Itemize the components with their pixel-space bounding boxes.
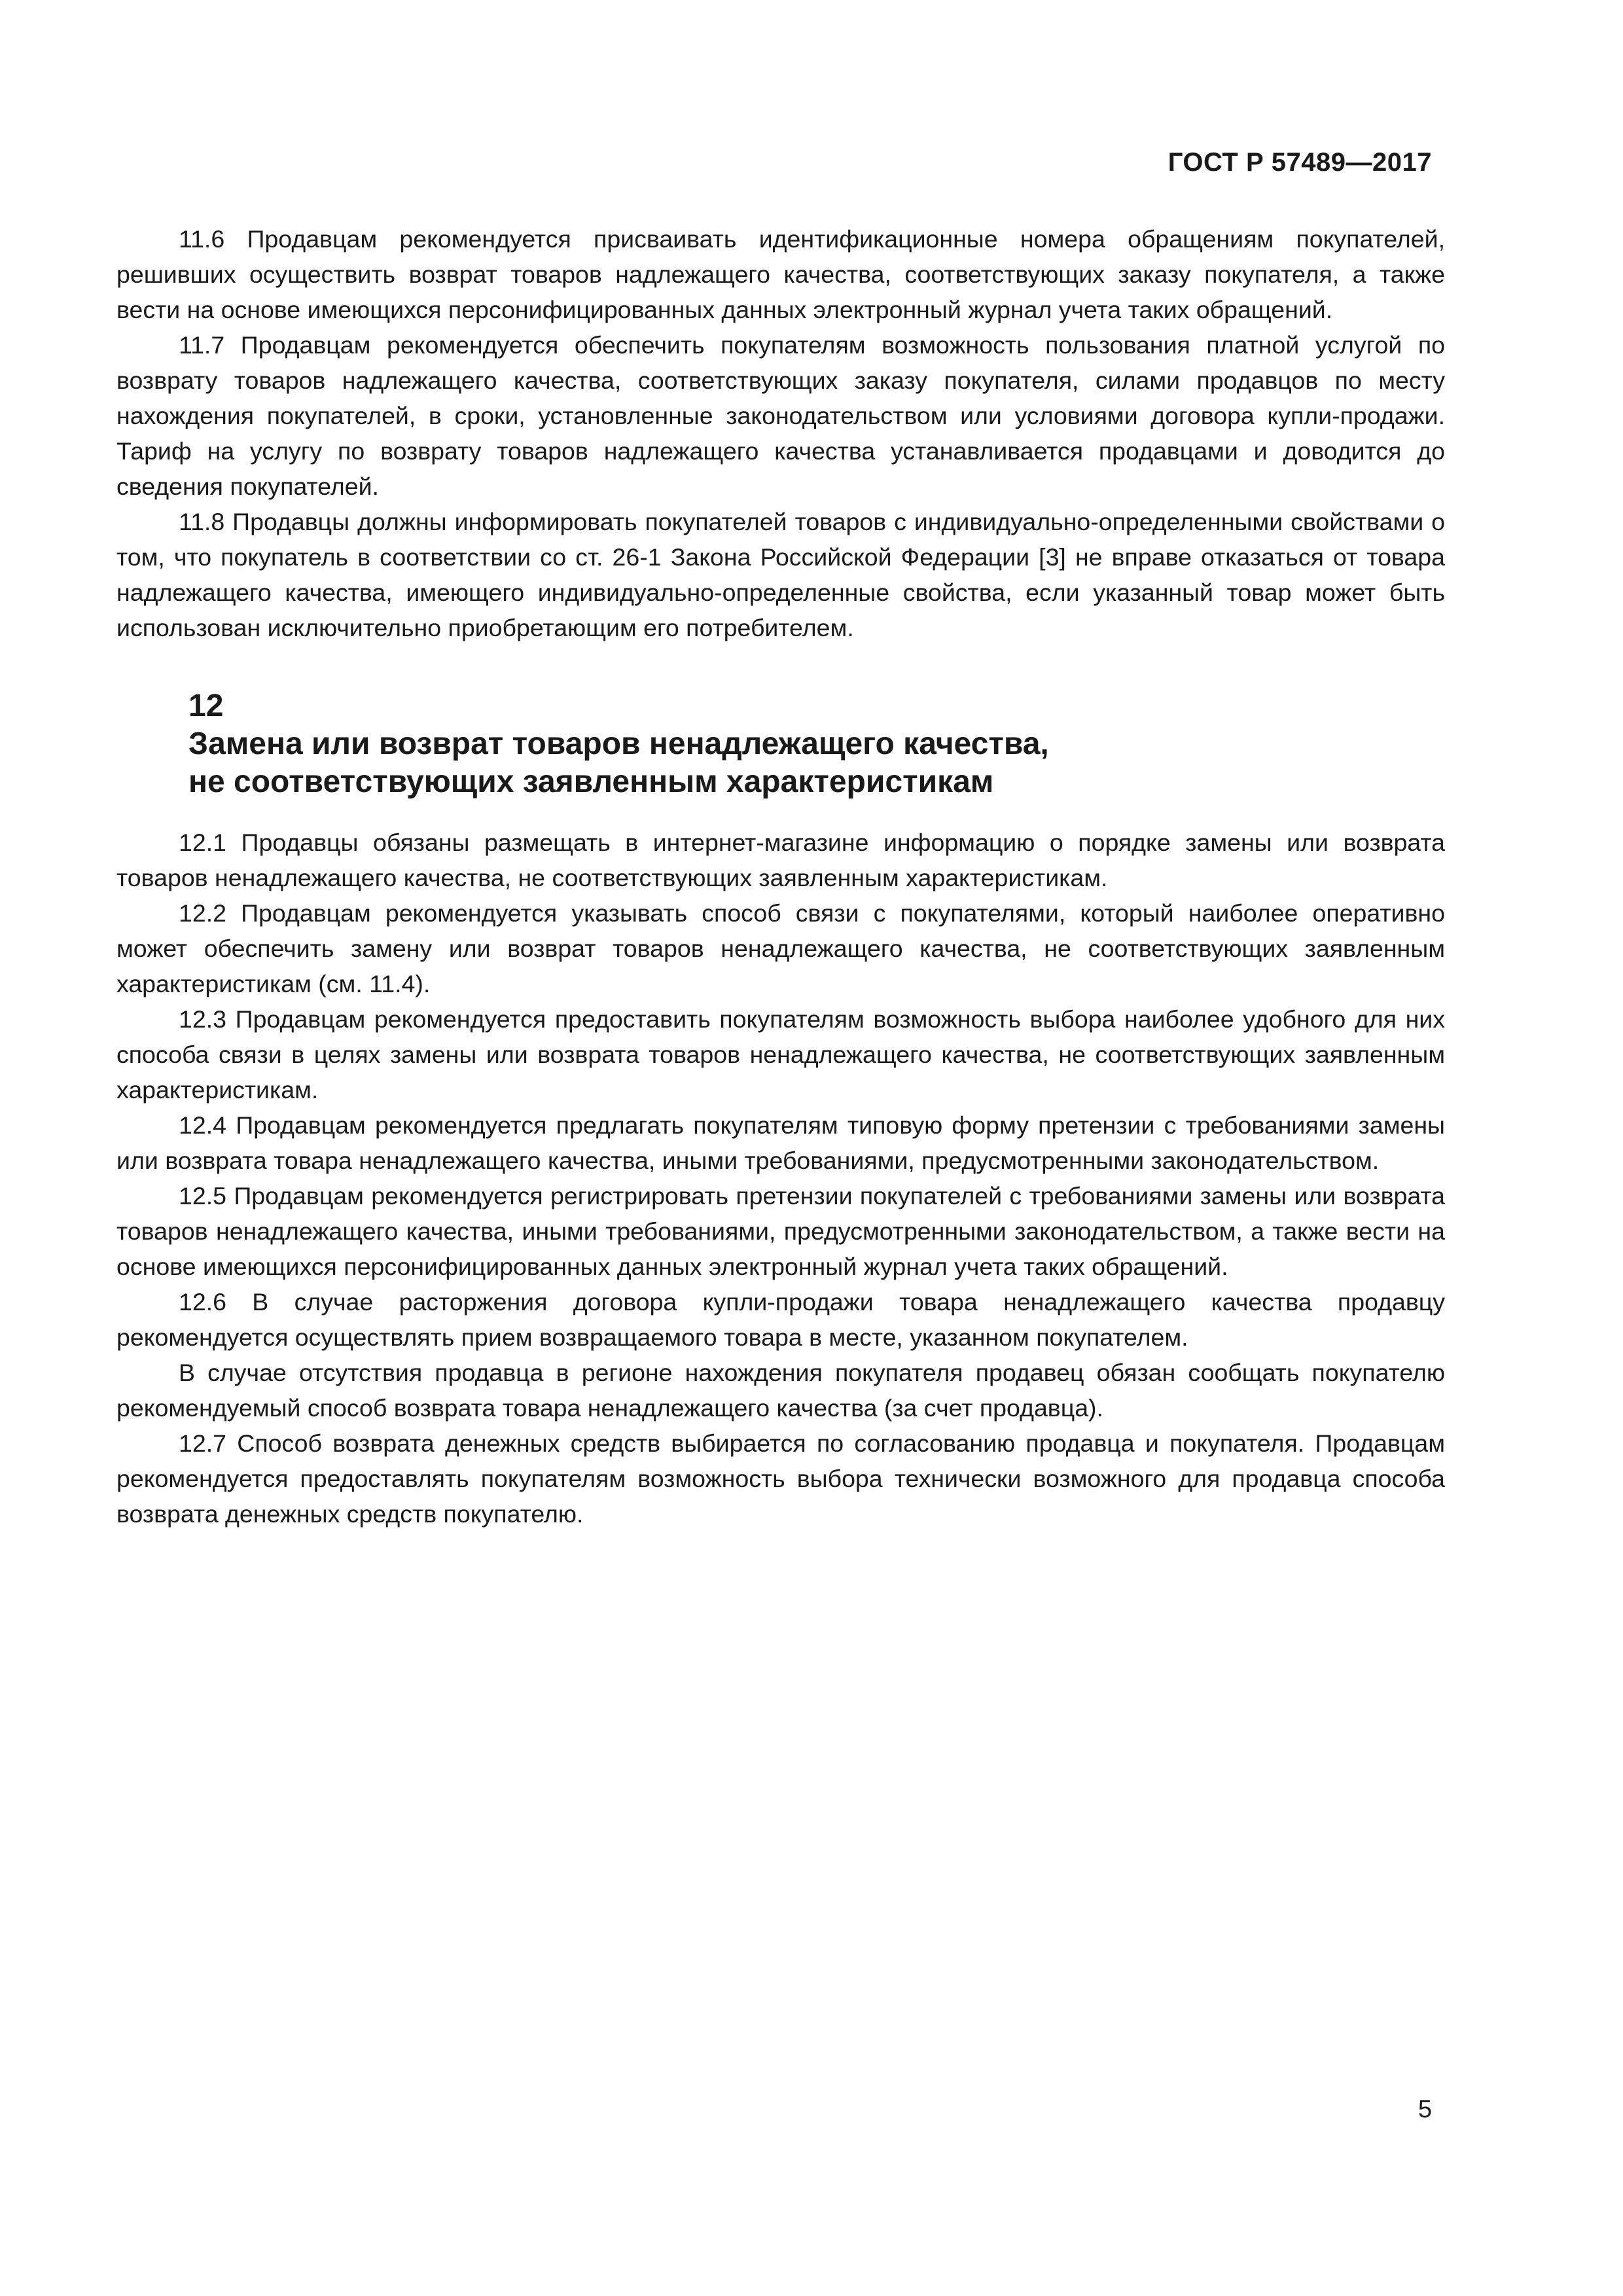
- document-code-header: ГОСТ Р 57489—2017: [1168, 148, 1432, 177]
- paragraph-12-6-continued: В случае отсутствия продавца в регионе нахождения покупателя продавец обязан сообщать покупателю рекомендуемый способ возврата товара ненадлежащего качества (за счет продавца).: [116, 1359, 1445, 1422]
- paragraph-12-5: 12.5 Продавцам рекомендуется регистрировать претензии покупателей с требованиями замены или возврата товаров ненадлежащего качества, иными требованиями, предусмотренными законодательством, а также вести на основе имеющихся персонифицированных данных электронный журнал учета таких обращений.: [116, 1182, 1445, 1280]
- section-title-line2: не соответствующих заявленным характеристикам: [188, 764, 994, 799]
- paragraph-11-8: 11.8 Продавцы должны информировать покупателей товаров с индивидуально-определенными свойствами о том, что покупатель в соответствии со ст. 26-1 Закона Российской Федерации [3] не вправе отказаться от товара надлежащего качества, имеющего индивидуально-определенные свойства, если указанный товар может быть использован исключительно приобретающим его потребителем.: [116, 508, 1445, 641]
- page-number: 5: [1418, 2096, 1432, 2123]
- paragraph-12-3: 12.3 Продавцам рекомендуется предоставить покупателям возможность выбора наиболее удобного для них способа связи в целях замены или возврата товаров ненадлежащего качества, не соответствующих заявленным характеристикам.: [116, 1005, 1445, 1103]
- section-12-heading: [116, 687, 1445, 801]
- paragraph-12-2: 12.2 Продавцам рекомендуется указывать способ связи с покупателями, который наиболее оперативно может обеспечить замену или возврат товаров ненадлежащего качества, не соответствующих заявленным характеристикам (см. 11.4).: [116, 899, 1445, 997]
- section-title-line1: Замена или возврат товаров ненадлежащего качества,: [188, 726, 1049, 761]
- paragraph-11-7: 11.7 Продавцам рекомендуется обеспечить покупателям возможность пользования платной услугой по возврату товаров надлежащего качества, соответствующих заказу покупателя, силами продавцов по месту нахождения покупателей, в сроки, установленные законодательством или условиями договора купли-продажи. Тариф на услугу по возврату товаров надлежащего качества устанавливается продавцами и доводится до сведения покупателей.: [116, 331, 1445, 500]
- paragraph-12-4: 12.4 Продавцам рекомендуется предлагать покупателям типовую форму претензии с требованиями замены или возврата товара ненадлежащего качества, иными требованиями, предусмотренными законодательством.: [116, 1111, 1445, 1174]
- paragraph-12-7: 12.7 Способ возврата денежных средств выбирается по согласованию продавца и покупателя. Продавцам рекомендуется предоставлять покупателям возможность выбора технически возможного для продавца способа возврата денежных средств покупателю.: [116, 1429, 1445, 1528]
- section-number: 12: [188, 689, 224, 723]
- paragraph-11-6: 11.6 Продавцам рекомендуется присваивать идентификационные номера обращениям покупателей, решивших осуществить возврат товаров надлежащего качества, соответствующих заказу покупателя, а также вести на основе имеющихся персонифицированных данных электронный журнал учета таких обращений.: [116, 225, 1445, 323]
- document-body: [116, 221, 1445, 1532]
- section-12-heading-line1: [188, 687, 1445, 763]
- paragraph-12-1: 12.1 Продавцы обязаны размещать в интернет-магазине информацию о порядке замены или возврата товаров ненадлежащего качества, не соответствующих заявленным характеристикам.: [116, 829, 1445, 891]
- paragraph-12-6: 12.6 В случае расторжения договора купли-продажи товара ненадлежащего качества продавцу рекомендуется осуществлять прием возвращаемого товара в месте, указанном покупателем.: [116, 1288, 1445, 1351]
